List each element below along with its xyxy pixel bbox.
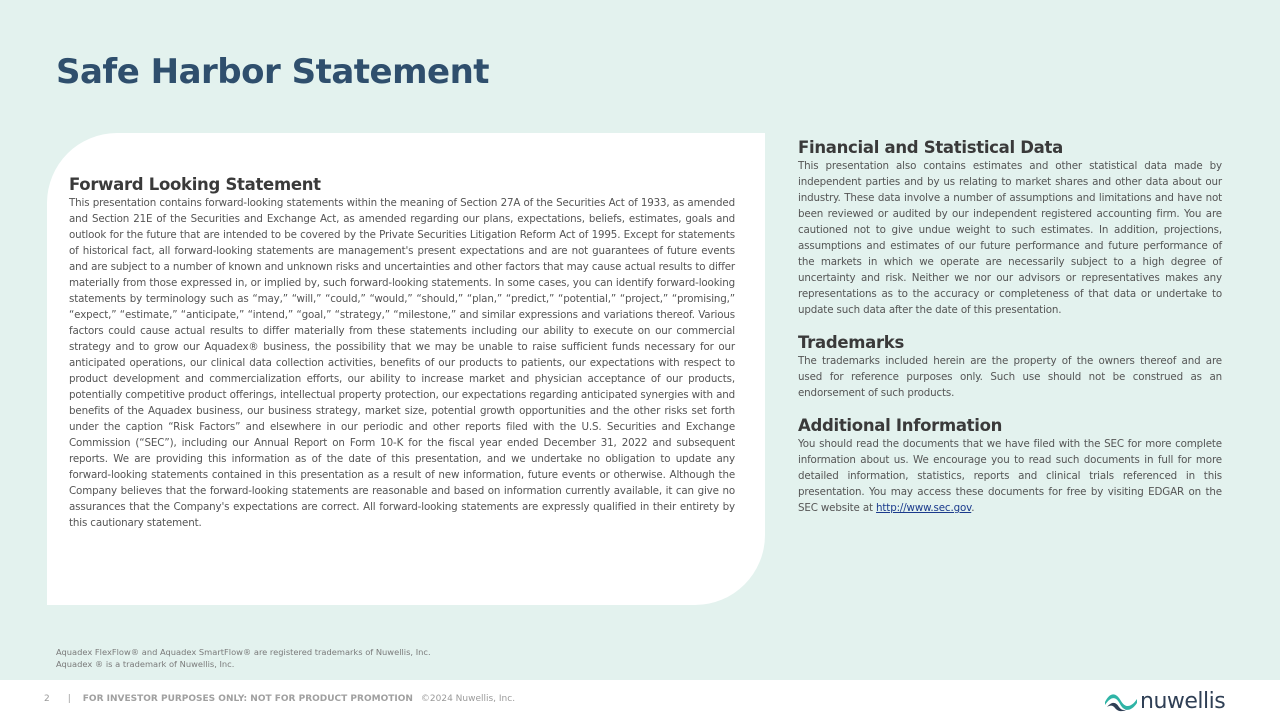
footer-separator: | <box>67 694 71 704</box>
forward-looking-section <box>69 175 735 531</box>
logo-wordmark: nuwellis <box>1140 688 1226 714</box>
additional-section <box>798 416 1222 516</box>
footer-disclaimer: FOR INVESTOR PURPOSES ONLY: NOT FOR PRODUCT PROMOTION <box>82 694 413 704</box>
right-column <box>798 138 1222 531</box>
footer-copyright: ©2024 Nuwellis, Inc. <box>420 694 516 704</box>
footer-bar <box>0 680 1280 720</box>
forward-looking-card <box>47 133 765 605</box>
footer-text-row <box>44 694 515 704</box>
forward-looking-body: This presentation contains forward-looking statements within the meaning of Section 27A of the Securities Act of 1933, as amended and Section 21E of the Securities and Exchange Act, as amended regarding our plans, expectations, beliefs, estimates, goals and outlook for the future that are intended to be covered by the Private Securities Litigation Reform Act of 1995. Except for statements of historical fact, all forward-looking statements are management's present expectations and are not guarantees of future events and are subject to a number of known and unknown risks and uncertainties and other factors that may cause actual results to differ materially from those expressed in, or implied by, such forward-looking statements. In some cases, you can identify forward-looking statements by terminology such as “may,” “will,” “could,” “would,” “should,” “plan,” “predict,” “potential,” “project,” “promising,” “expect,” “estimate,” “anticipate,” “intend,” “goal,” “strategy,” “milestone,” and similar expressions and variations thereof. Various factors could cause actual results to differ materially from these statements including our ability to execute on our commercial strategy and to grow our Aquadex® business, the possibility that we may be unable to raise sufficient funds necessary for our anticipated operations, our clinical data collection activities, benefits of our products to patients, our expectations with respect to product development and commercialization efforts, our ability to increase market and physician acceptance of our products, potentially competitive product offerings, intellectual property protection, our expectations regarding anticipated synergies with and benefits of the Aquadex business, our business strategy, market size, potential growth opportunities and the other risks set forth under the caption “Risk Factors” and elsewhere in our periodic and other reports filed with the U.S. Securities and Exchange Commission (“SEC”), including our Annual Report on Form 10-K for the fiscal year ended December 31, 2022 and subsequent reports. We are providing this information as of the date of this presentation, and we undertake no obligation to update any forward-looking statements contained in this presentation as a result of new information, future events or otherwise. Although the Company believes that the forward-looking statements are reasonable and based on information currently available, it can give no assurances that the Company's expectations are correct. All forward-looking statements are expressly qualified in their entirety by this cautionary statement. <box>69 197 735 529</box>
trademarks-heading: Trademarks <box>798 333 904 352</box>
wave-logo-icon <box>1104 690 1138 712</box>
page-number: 2 <box>44 694 50 704</box>
financial-body: This presentation also contains estimates and other statistical data made by independent parties and by us relating to market shares and other data about our industry. These data involve a number of assumptions and limitations and have not been reviewed or audited by our independent registered accounting firm. You are cautioned not to give undue weight to such estimates. In addition, projections, assumptions and estimates of our future performance and future performance of the markets in which we operate are necessarily subject to a high degree of uncertainty and risk. Neither we nor our advisors or representatives makes any representations as to the accuracy or completeness of that data or undertake to update such data after the date of this presentation. <box>798 160 1222 316</box>
sec-website-link[interactable]: http://www.sec.gov <box>876 502 972 514</box>
additional-body-text: You should read the documents that we have filed with the SEC for more complete information about us. We encourage you to read such documents in full for more detailed information, statistics, reports and clinical trials referenced in this presentation. You may access these documents for free by visiting EDGAR on the SEC website at <box>798 438 1222 514</box>
trademarks-body: The trademarks included herein are the property of the owners thereof and are used for reference purposes only. Such use should not be construed as an endorsement of such products. <box>798 355 1222 399</box>
trademarks-section <box>798 333 1222 401</box>
additional-body <box>798 436 1222 516</box>
forward-looking-heading: Forward Looking Statement <box>69 175 321 194</box>
additional-heading: Additional Information <box>798 416 1003 435</box>
additional-body-end: . <box>971 502 975 514</box>
footnotes <box>56 646 431 670</box>
company-logo <box>1104 688 1225 714</box>
footnote-line: Aquadex FlexFlow® and Aquadex SmartFlow® are registered trademarks of Nuwellis, Inc. <box>56 647 431 657</box>
page-title: Safe Harbor Statement <box>56 52 490 92</box>
financial-section <box>798 138 1222 318</box>
financial-heading: Financial and Statistical Data <box>798 138 1063 157</box>
footnote-line: Aquadex ® is a trademark of Nuwellis, Inc. <box>56 659 235 669</box>
